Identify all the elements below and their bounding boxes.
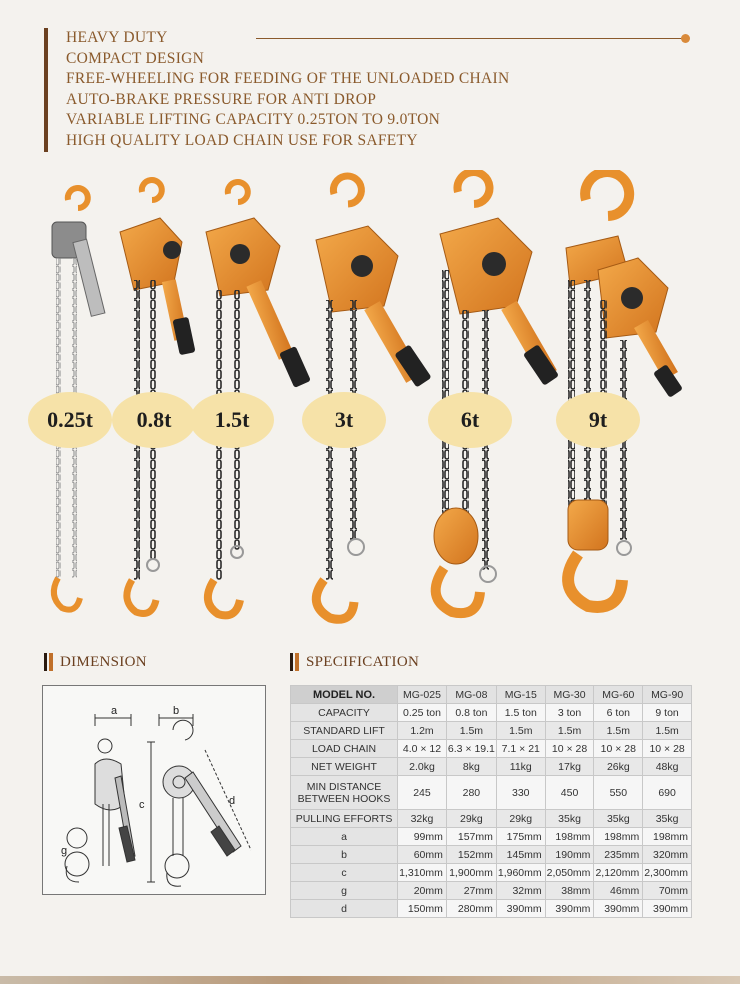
- row-label-line: MIN DISTANCE: [306, 780, 382, 793]
- table-cell: 10 × 28: [594, 740, 643, 758]
- table-cell: 450: [545, 776, 594, 810]
- feature-compact-design: COMPACT DESIGN: [66, 49, 205, 67]
- feature-free-wheeling: FREE-WHEELING FOR FEEDING OF THE UNLOADED CHAIN: [66, 70, 510, 88]
- table-cell: 35kg: [643, 810, 692, 828]
- feature-load-chain: HIGH QUALITY LOAD CHAIN USE FOR SAFETY: [66, 131, 418, 149]
- feature-list: [44, 28, 694, 152]
- hoist-6t: [434, 172, 559, 613]
- heading-bars: [290, 653, 299, 671]
- table-row: [291, 722, 692, 740]
- capacity-badge: 9t: [556, 392, 640, 448]
- table-cell: 2,300mm: [643, 864, 692, 882]
- table-cell: 10 × 28: [643, 740, 692, 758]
- table-cell: 150mm: [398, 900, 447, 918]
- row-label: CAPACITY: [291, 704, 398, 722]
- table-cell: 175mm: [496, 828, 545, 846]
- table-cell: 10 × 28: [545, 740, 594, 758]
- table-cell: 26kg: [594, 758, 643, 776]
- feature-variable-capacity: VARIABLE LIFTING CAPACITY 0.25TON TO 9.0TON: [66, 111, 441, 129]
- header-rule-dot: [681, 34, 690, 43]
- table-cell: 46mm: [594, 882, 643, 900]
- table-cell: 235mm: [594, 846, 643, 864]
- table-cell: 157mm: [446, 828, 496, 846]
- capacity-badge: 3t: [302, 392, 386, 448]
- table-cell: 390mm: [643, 900, 692, 918]
- row-label: d: [291, 900, 398, 918]
- specification-table: [290, 685, 692, 918]
- dimension-drawing: [42, 685, 266, 895]
- dimension-heading: [44, 653, 147, 671]
- table-cell: 32kg: [398, 810, 447, 828]
- table-cell: 35kg: [545, 810, 594, 828]
- row-label: STANDARD LIFT: [291, 722, 398, 740]
- table-cell: 1.2m: [398, 722, 447, 740]
- row-label: PULLING EFFORTS: [291, 810, 398, 828]
- table-row: [291, 776, 692, 810]
- table-cell: 190mm: [545, 846, 594, 864]
- row-label: g: [291, 882, 398, 900]
- table-cell: 2,120mm: [594, 864, 643, 882]
- row-label: b: [291, 846, 398, 864]
- row-label: NET WEIGHT: [291, 758, 398, 776]
- table-header-row: [291, 686, 692, 704]
- row-label: a: [291, 828, 398, 846]
- table-row: [291, 864, 692, 882]
- table-cell: 198mm: [643, 828, 692, 846]
- table-cell: 1.5m: [643, 722, 692, 740]
- row-label: LOAD CHAIN: [291, 740, 398, 758]
- table-cell: 690: [643, 776, 692, 810]
- table-cell: 48kg: [643, 758, 692, 776]
- table-cell: 1,900mm: [446, 864, 496, 882]
- header-rule: [256, 38, 682, 39]
- table-cell: 38mm: [545, 882, 594, 900]
- table-cell: 280mm: [446, 900, 496, 918]
- table-cell: 17kg: [545, 758, 594, 776]
- table-cell: 0.8 ton: [446, 704, 496, 722]
- feature-auto-brake: AUTO-BRAKE PRESSURE FOR ANTI DROP: [66, 90, 377, 108]
- table-row: [291, 810, 692, 828]
- page-bottom-strip: [0, 976, 740, 984]
- row-label: c: [291, 864, 398, 882]
- table-cell: 6 ton: [594, 704, 643, 722]
- dim-label-d: d: [229, 795, 236, 807]
- row-label: [291, 776, 398, 810]
- table-cell: 1.5m: [496, 722, 545, 740]
- capacity-badge: 1.5t: [190, 392, 274, 448]
- dim-label-g: g: [61, 845, 68, 857]
- table-cell: 4.0 × 12: [398, 740, 447, 758]
- dimension-title: DIMENSION: [60, 653, 147, 670]
- table-cell: 198mm: [594, 828, 643, 846]
- table-cell: 8kg: [446, 758, 496, 776]
- table-cell: 390mm: [496, 900, 545, 918]
- product-gallery: [0, 170, 740, 630]
- table-cell: 0.25 ton: [398, 704, 447, 722]
- table-cell: 2,050mm: [545, 864, 594, 882]
- heading-bars: [44, 653, 53, 671]
- table-cell: 1.5 ton: [496, 704, 545, 722]
- table-cell: 152mm: [446, 846, 496, 864]
- dim-label-b: b: [173, 705, 180, 717]
- table-cell: 145mm: [496, 846, 545, 864]
- table-cell: 2.0kg: [398, 758, 447, 776]
- model-column-header: MG-08: [446, 686, 496, 704]
- table-cell: 1,960mm: [496, 864, 545, 882]
- table-cell: 390mm: [545, 900, 594, 918]
- table-cell: 6.3 × 19.1: [446, 740, 496, 758]
- table-cell: 1.5m: [446, 722, 496, 740]
- table-cell: 60mm: [398, 846, 447, 864]
- table-cell: 330: [496, 776, 545, 810]
- dim-label-a: a: [111, 705, 118, 717]
- model-column-header: MG-30: [545, 686, 594, 704]
- table-cell: 29kg: [496, 810, 545, 828]
- dim-label-c: c: [139, 799, 145, 811]
- table-row: [291, 846, 692, 864]
- table-row: [291, 758, 692, 776]
- table-row: [291, 828, 692, 846]
- table-cell: 1.5m: [594, 722, 643, 740]
- table-cell: 11kg: [496, 758, 545, 776]
- table-cell: 1.5m: [545, 722, 594, 740]
- feature-heavy-duty: HEAVY DUTY: [66, 29, 168, 46]
- row-label-line: BETWEEN HOOKS: [297, 792, 391, 805]
- table-row: [291, 882, 692, 900]
- capacity-badge: 6t: [428, 392, 512, 448]
- table-cell: 35kg: [594, 810, 643, 828]
- table-cell: 32mm: [496, 882, 545, 900]
- table-cell: 245: [398, 776, 447, 810]
- table-cell: 27mm: [446, 882, 496, 900]
- table-cell: 29kg: [446, 810, 496, 828]
- model-header: MODEL NO.: [291, 686, 398, 704]
- table-cell: 390mm: [594, 900, 643, 918]
- specification-heading: [290, 653, 419, 671]
- model-column-header: MG-60: [594, 686, 643, 704]
- model-column-header: MG-025: [398, 686, 447, 704]
- table-row: [291, 900, 692, 918]
- table-cell: 99mm: [398, 828, 447, 846]
- table-cell: 1,310mm: [398, 864, 447, 882]
- table-cell: 20mm: [398, 882, 447, 900]
- specification-title: SPECIFICATION: [306, 653, 420, 670]
- model-column-header: MG-15: [496, 686, 545, 704]
- table-row: [291, 740, 692, 758]
- hoist-9t: [566, 172, 683, 607]
- table-cell: 550: [594, 776, 643, 810]
- dimension-diagram: [43, 686, 265, 894]
- table-cell: 280: [446, 776, 496, 810]
- table-cell: 3 ton: [545, 704, 594, 722]
- model-column-header: MG-90: [643, 686, 692, 704]
- table-cell: 320mm: [643, 846, 692, 864]
- capacity-badge: 0.25t: [28, 392, 112, 448]
- capacity-badge: 0.8t: [112, 392, 196, 448]
- table-cell: 9 ton: [643, 704, 692, 722]
- feature-item: [66, 28, 694, 49]
- table-cell: 198mm: [545, 828, 594, 846]
- table-cell: 70mm: [643, 882, 692, 900]
- table-row: [291, 704, 692, 722]
- table-cell: 7.1 × 21: [496, 740, 545, 758]
